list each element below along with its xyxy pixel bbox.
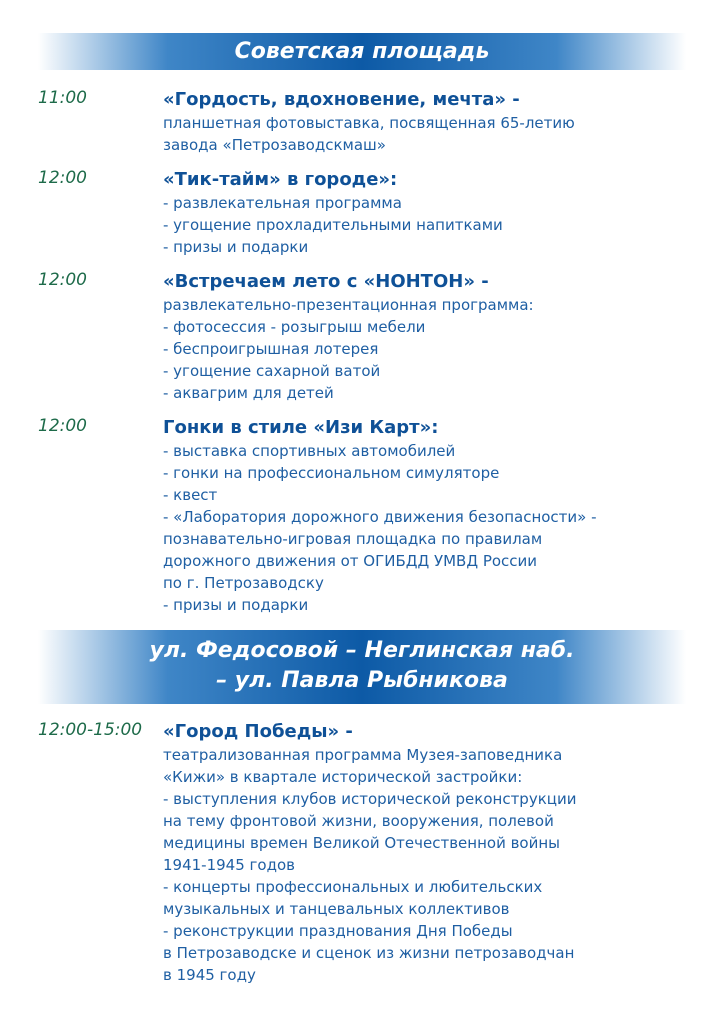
section-heading-line: Советская площадь bbox=[234, 39, 490, 64]
event-line: - угощение прохладительными напитками bbox=[163, 216, 503, 234]
event-line: - призы и подарки bbox=[163, 596, 309, 614]
event-line: - реконструкции празднования Дня Победы bbox=[163, 922, 513, 940]
event-line: - беспроигрышная лотерея bbox=[163, 340, 379, 358]
event-content bbox=[163, 270, 683, 404]
section-heading-sovetskaya bbox=[38, 33, 686, 70]
event-line: познавательно-игровая площадка по правилам bbox=[163, 530, 543, 548]
event-line: - фотосессия - розыгрыш мебели bbox=[163, 318, 426, 336]
event-line: завода «Петрозаводскмаш» bbox=[163, 136, 386, 154]
event-line: - выступления клубов исторической реконструкции bbox=[163, 790, 577, 808]
event-content bbox=[163, 720, 683, 986]
event-line: в Петрозаводске и сценок из жизни петрозаводчан bbox=[163, 944, 575, 962]
event-line: 1941-1945 годов bbox=[163, 856, 295, 874]
event-time: 12:00 bbox=[38, 416, 87, 436]
event-line: - концерты профессиональных и любительских bbox=[163, 878, 543, 896]
event-line: планшетная фотовыставка, посвященная 65-летию bbox=[163, 114, 575, 132]
event-title: «Город Победы» - bbox=[163, 721, 353, 742]
event-line: музыкальных и танцевальных коллективов bbox=[163, 900, 510, 918]
section-heading-line: ул. Федосовой – Неглинская наб. bbox=[149, 638, 575, 663]
event-content bbox=[163, 88, 683, 156]
event-line: на тему фронтовой жизни, вооружения, полевой bbox=[163, 812, 554, 830]
event-line: дорожного движения от ОГИБДД УМВД России bbox=[163, 552, 538, 570]
event-line: в 1945 году bbox=[163, 966, 256, 984]
event-line: медицины времен Великой Отечественной войны bbox=[163, 834, 561, 852]
event-time: 11:00 bbox=[38, 88, 87, 108]
event-time: 12:00 bbox=[38, 168, 87, 188]
event-time: 12:00 bbox=[38, 270, 87, 290]
event-title: «Встречаем лето с «НОНТОН» - bbox=[163, 271, 489, 292]
event-line: - угощение сахарной ватой bbox=[163, 362, 381, 380]
event-line: развлекательно-презентационная программа: bbox=[163, 296, 534, 314]
event-line: - гонки на профессиональном симуляторе bbox=[163, 464, 500, 482]
event-line: театрализованная программа Музея-заповедника bbox=[163, 746, 563, 764]
event-line: «Кижи» в квартале исторической застройки: bbox=[163, 768, 523, 786]
event-line: - аквагрим для детей bbox=[163, 384, 334, 402]
event-content bbox=[163, 168, 683, 258]
section-heading-fedosovoy bbox=[38, 630, 686, 704]
event-line: - «Лаборатория дорожного движения безопасности» - bbox=[163, 508, 597, 526]
event-content bbox=[163, 416, 683, 616]
event-line: - развлекательная программа bbox=[163, 194, 402, 212]
event-line: по г. Петрозаводску bbox=[163, 574, 324, 592]
section-heading-line: – ул. Павла Рыбникова bbox=[216, 668, 508, 693]
event-title: «Гордость, вдохновение, мечта» - bbox=[163, 89, 520, 110]
event-line: - призы и подарки bbox=[163, 238, 309, 256]
event-title: «Тик-тайм» в городе»: bbox=[163, 169, 398, 190]
event-time: 12:00-15:00 bbox=[38, 720, 143, 740]
event-line: - квест bbox=[163, 486, 218, 504]
event-line: - выставка спортивных автомобилей bbox=[163, 442, 456, 460]
event-title: Гонки в стиле «Изи Карт»: bbox=[163, 417, 439, 438]
